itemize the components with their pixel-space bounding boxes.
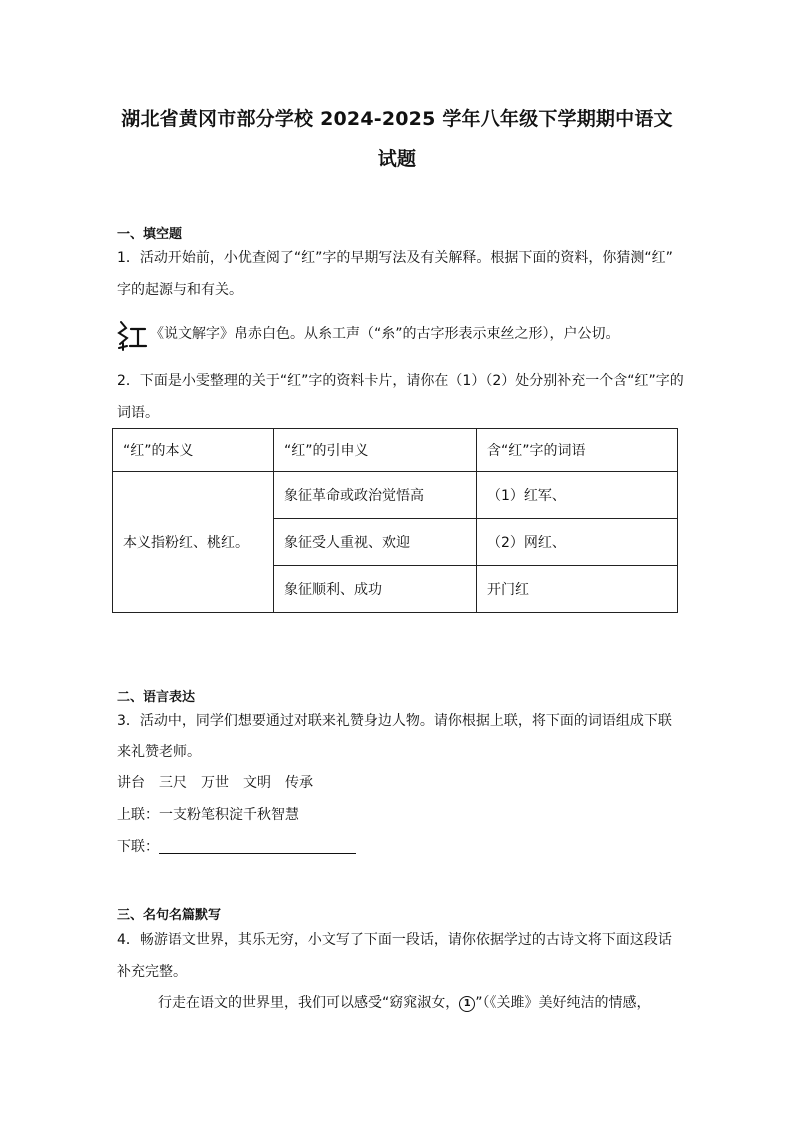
section-heading-fill-blank: 一、填空题 [117,227,183,242]
blank-1-circled-marker[interactable]: 1 [459,996,475,1012]
lower-couplet-answer-blank[interactable] [159,839,356,854]
question-3-line1: 3．活动中，同学们想要通过对联来礼赞身边人物。请你根据上联，将下面的词语组成下联 [117,713,672,729]
table-cell-original-meaning: 本义指粉红、桃红。 [113,472,274,613]
table-header-row [113,429,678,472]
table-header-extended: “红”的引申义 [274,429,477,472]
table-header-original: “红”的本义 [113,429,274,472]
shuowen-quote: 《说文解字》帛赤白色。从糸工声（“糸”的古字形表示束丝之形），户公切。 [150,326,620,342]
question-4-line1: 4．畅游语文世界，其乐无穷，小文写了下面一段话，请你依据学过的古诗文将下面这段话 [117,932,672,948]
question-3-line2: 来礼赞老师。 [117,744,201,760]
ancient-hong-glyph-icon [115,319,149,353]
question-2-line2: 词语。 [117,405,159,421]
table-cell-extended: 象征受人重视、欢迎 [274,519,477,566]
table-cell-words: （1）红军、 [477,472,678,519]
passage-text-before: 行走在语文的世界里，我们可以感受“窈窕淑女， [158,995,460,1011]
lower-couplet-label: 下联： [117,839,159,855]
couplet-word-bank: 讲台 三尺 万世 文明 传承 [117,775,313,791]
question-1-line1: 1．活动开始前，小优查阅了“红”字的早期写法及有关解释。根据下面的资料，你猜测“红” [117,250,673,266]
exam-title-line1: 湖北省黄冈市部分学校 2024-2025 学年八年级下学期期中语文 [121,108,673,130]
question-1-line2: 字的起源与和有关。 [117,282,243,298]
question-4-passage [158,993,651,1013]
table-cell-extended: 象征革命或政治觉悟高 [274,472,477,519]
section-heading-dictation: 三、名句名篇默写 [117,908,222,923]
lower-couplet-row [117,837,356,857]
upper-couplet: 上联：一支粉笔积淀千秋智慧 [117,807,299,823]
section-heading-language-expression: 二、语言表达 [117,690,196,705]
table-header-words: 含“红”字的词语 [477,429,678,472]
passage-text-after: ”（《关雎》美好纯洁的情感， [475,995,651,1011]
table-cell-extended: 象征顺利、成功 [274,566,477,613]
question-2-line1: 2．下面是小雯整理的关于“红”字的资料卡片，请你在（1）（2）处分别补充一个含“红”字的 [117,373,684,389]
question-4-line2: 补充完整。 [117,964,187,980]
table-cell-words: 开门红 [477,566,678,613]
table-row [113,472,678,519]
table-cell-words: （2）网红、 [477,519,678,566]
exam-title-line2: 试题 [377,148,417,170]
hong-info-table [112,428,678,613]
